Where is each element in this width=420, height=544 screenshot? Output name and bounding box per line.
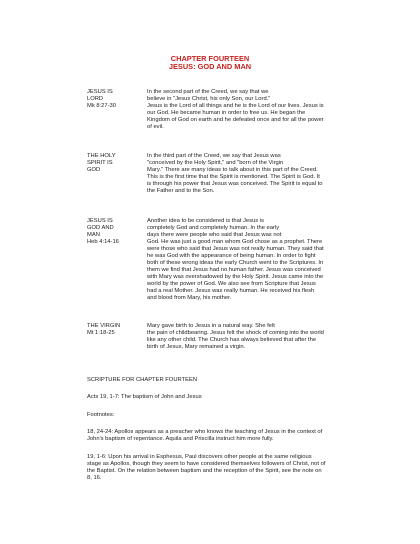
footnote-line: John's baptism of repentance. Aquila and Priscilla instruct him more fully.	[87, 436, 274, 442]
text-line: world by the power of God. We also see from Scripture that Jesus	[147, 281, 316, 287]
text-line: them we find that Jesus had no human father. Jesus was conceived	[147, 267, 321, 273]
chapter-title: CHAPTER FOURTEEN	[170, 54, 250, 63]
label-line: THE VIRGIN	[87, 323, 121, 329]
text-line: is through his power that Jesus was conceived. The Spirit is equal to	[147, 181, 323, 187]
text-line: had a real Mother. Jesus was really human. He received his flesh	[147, 288, 315, 294]
section-text-jesus-is-lord	[147, 89, 379, 131]
text-line: birth of Jesus, Mary remained a virgin.	[147, 344, 246, 350]
text-line: believe in "Jesus Christ, his only Son, our Lord."	[147, 96, 271, 102]
section-label-god-and-man	[87, 218, 133, 246]
footnote-line: stage as Apollos, though they seem to have considered themselves followers of Christ, not of	[87, 461, 326, 467]
footnote-line: the Baptist. On the relation between baptism and the reception of the Spirit, see the note on	[87, 468, 322, 474]
footnote-line: 18, 24-24: Apollos appears as a preacher who knows the teaching of Jesus in the context of	[87, 429, 323, 435]
footnote-1	[87, 429, 387, 443]
text-line: of evil.	[147, 124, 164, 130]
label-line: JESUS IS	[87, 89, 113, 95]
scripture-heading-text: SCRIPTURE FOR CHAPTER FOURTEEN	[87, 377, 198, 383]
text-line: were those who said that Jesus was not really human. They said that	[147, 246, 324, 252]
section-text-god-and-man	[147, 218, 379, 302]
section-label-holy-spirit	[87, 153, 133, 174]
section-text-holy-spirit	[147, 153, 379, 195]
text-line: Another idea to be considered is that Jesus is	[147, 218, 264, 224]
text-line: completely God and completely human. In the early	[147, 225, 280, 231]
text-line: the Father and to the Son.	[147, 188, 215, 194]
label-line: GOD	[87, 167, 101, 173]
scripture-reference-text: Acts 19, 1-7: The baptism of John and Jesus	[87, 394, 202, 400]
text-line: like any other child. The Church has always believed that after the	[147, 337, 317, 343]
label-line: Mt 1:18-25	[87, 330, 115, 336]
text-line: Kingdom of God on earth and he defeated once and for all the power	[147, 117, 324, 123]
text-line: and blood from Mary, his mother.	[147, 295, 232, 301]
scripture-heading	[87, 377, 387, 384]
label-line: GOD AND	[87, 225, 114, 231]
label-line: MAN	[87, 232, 100, 238]
text-line: God. He was just a good man whom God chose as a prophet. There	[147, 239, 323, 245]
section-label-jesus-is-lord	[87, 89, 133, 110]
text-line: In the second part of the Creed, we say that we	[147, 89, 269, 95]
text-line: days there were people who said that Jesus was not	[147, 232, 282, 238]
footnote-2	[87, 454, 387, 482]
section-label-the-virgin	[87, 323, 133, 337]
footnotes-label-text: Footnotes:	[87, 412, 115, 418]
text-line: Jesus is the Lord of all things and he is the Lord of our lives. Jesus is	[147, 103, 324, 109]
footnote-line: 8, 16.	[87, 475, 102, 481]
text-line: This is the first time that the Spirit is mentioned. The Spirit is God. It	[147, 174, 320, 180]
footnotes-label	[87, 412, 387, 419]
text-line: with Mary was overshadowed by the Holy Spirit. Jesus came into the	[147, 274, 324, 280]
label-line: Mk 8:27-30	[87, 103, 116, 109]
label-line: Heb 4:14-16	[87, 239, 119, 245]
text-line: Mary." There are many ideas to talk about in this part of the Creed.	[147, 167, 318, 173]
label-line: JESUS IS	[87, 218, 113, 224]
text-line: our God. He became human in order to free us. He began the	[147, 110, 306, 116]
footnote-line: 19, 1-6: Upon his arrival in Esphesus, Paul discovers other people at the same religious	[87, 454, 312, 460]
text-line: he was God with the appearance of being human. In order to fight	[147, 253, 316, 259]
text-line: Mary gave birth to Jesus in a natural way. She felt	[147, 323, 275, 329]
text-line: In the third part of the Creed, we say that Jesus was	[147, 153, 281, 159]
label-line: LORD	[87, 96, 104, 102]
text-line: "conceived by the Holy Spirit," and "born of the Virgin	[147, 160, 284, 166]
section-text-the-virgin	[147, 323, 379, 351]
scripture-reference	[87, 394, 387, 401]
text-line: both of these wrong ideas the early Church went to the Scriptures. In	[147, 260, 324, 266]
chapter-subtitle: JESUS: GOD AND MAN	[168, 62, 252, 71]
label-line: THE HOLY	[87, 153, 116, 159]
label-line: SPIRIT IS	[87, 160, 113, 166]
text-line: the pain of childbearing. Jesus felt the shock of coming into the world	[147, 330, 324, 336]
